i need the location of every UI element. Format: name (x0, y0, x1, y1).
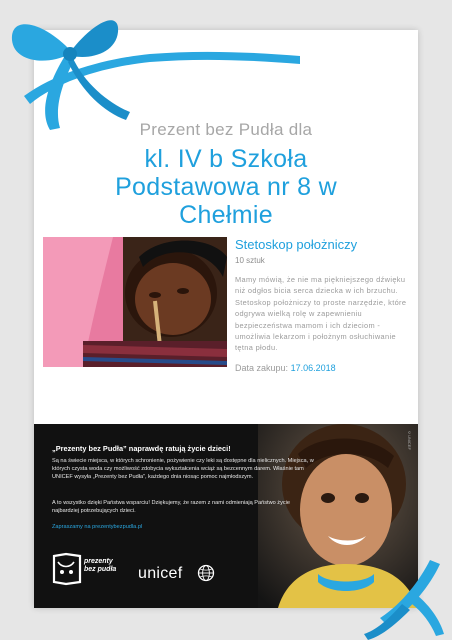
pre-title: Prezent bez Pudła dla (139, 120, 313, 139)
product-photo (43, 237, 227, 367)
banner-paragraph: A to wszystko dzięki Państwa wsparciu! Dziękujemy, że razem z nami odmieniają Państwo życie najbardziej potrzebujących dzieci. (52, 500, 291, 515)
unicef-banner (34, 424, 418, 608)
banner-headline: „Prezenty bez Pudła” naprawdę ratują życie dzieci! (52, 444, 231, 453)
recipient-title (34, 145, 418, 229)
product-quantity: 10 sztuk (235, 256, 265, 265)
logo-text-line: bez pudła (84, 566, 117, 573)
product-name: Stetoskop położniczy (235, 237, 358, 252)
banner-paragraph: Są na świecie miejsca, w których schronienie, pożywienie czy leki są dostępne dla nielicznych. Miejsca, w których czysta woda czy możliwość zdobycia wykształcenia wciąż są bezcennym darem. Właśnie tam UNICEF wysyła „Prezenty bez Pudła”, każdego dnia niosąc pomoc najmłodszym. (52, 458, 314, 481)
unicef-logo-text: unicef (138, 565, 183, 582)
website-link[interactable]: Zapraszamy na prezentybezpudla.pl (52, 524, 143, 530)
purchase-date: 17.06.2018 (290, 363, 336, 373)
purchase-info (235, 363, 336, 373)
product-description: Mamy mówią, że nie ma piękniejszego dźwięku niż odgłos bicia serca dziecka w ich brzuchu. Stetoskop położniczy to proste narzędzie, które odgrywa wielką rolę w zapewnieniu bezpieczeństwa mamom i ich dzieciom - umożliwia lekarzom i położnym osłuchiwanie tętna płodu. (235, 275, 407, 353)
logo-text-line: prezenty (84, 558, 113, 565)
photo-credit: ©UNICEF (407, 430, 412, 450)
title-line: Podstawowa nr 8 w (115, 173, 337, 201)
title-line: Chełmie (179, 201, 273, 229)
purchase-label: Data zakupu: (235, 363, 289, 373)
logo-text (84, 558, 116, 574)
unicef-globe-icon (197, 564, 215, 582)
title-line: kl. IV b Szkoła (144, 145, 308, 173)
